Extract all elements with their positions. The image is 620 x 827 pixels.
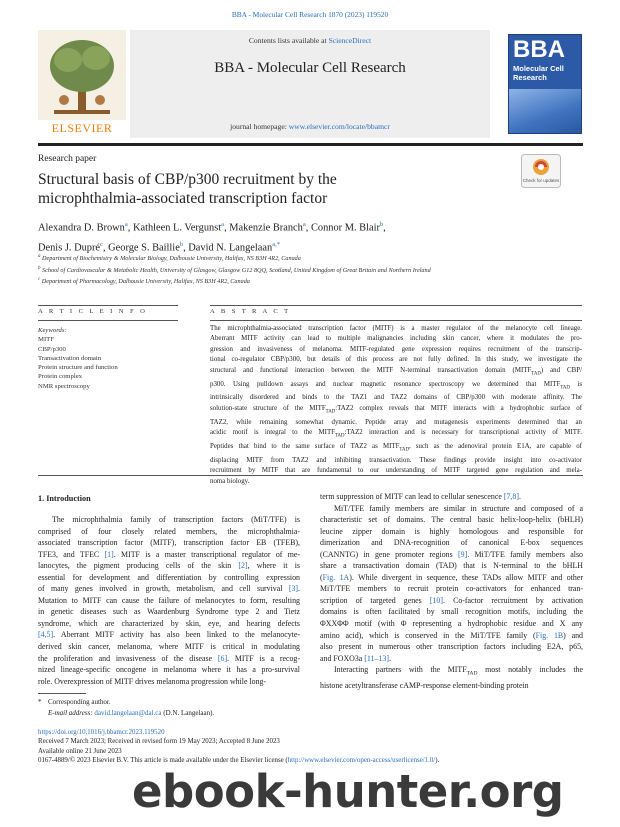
- text-line: comprised of four closely related members, the microphthalmia-: [38, 526, 300, 536]
- text-line: nized lineage-specific oncogene in melanoma where it has a pro-survival: [38, 665, 300, 675]
- author-name: Connor M. Blair: [310, 222, 380, 234]
- text-line: term suppression of MITF can lead to cellular senescence [7,8].: [320, 492, 521, 501]
- text-line: recruitment by MITF that are fundamental to our understanding of MITF targeted gene regulation and mela-: [210, 467, 582, 475]
- text-line: MiT/TFE family members are similar in structure and composed of a: [334, 503, 583, 513]
- license-line: 0167-4889/© 2023 Elsevier B.V. This article is made available under the Elsevier license (http://www.elsevier.com/open-access/userlicense/1.0/).: [38, 757, 440, 765]
- journal-masthead: [38, 30, 583, 140]
- right-column: [320, 491, 583, 692]
- publisher-name: ELSEVIER: [51, 121, 113, 135]
- author-separator: ,: [183, 242, 189, 254]
- email-note: E-mail address: david.langelaan@dal.ca (D.N. Langelaan).: [48, 708, 215, 717]
- author-separator: ,: [127, 222, 133, 234]
- article-info-rule: [38, 320, 178, 321]
- text-line: amino acid), which is conserved in the MiT/TFE family (Fig. 1B) and: [320, 630, 583, 640]
- keyword-item: MITF: [38, 336, 54, 344]
- text-line: the proliferation and invasiveness of the disease [6]. MITF is a recog-: [38, 653, 300, 663]
- title-line: microphthalmia-associated transcription factor: [38, 190, 328, 207]
- text-line: derived skin cancer, melanoma, where MITF is critical in modulating: [38, 642, 300, 652]
- keywords-label: Keywords:: [38, 327, 67, 334]
- check-updates-icon: [521, 154, 561, 188]
- author-affiliation-mark: a: [221, 221, 225, 228]
- text-line: TAZ2, while remaining somewhat dynamic. Peptide array and mutagenesis experiments determined that an: [210, 418, 582, 426]
- keywords-list: [38, 335, 178, 391]
- text-line: intrinsically disordered and binds to the TAZ1 and TAZ2 domains of CBP/p300 with moderate affinity. The: [210, 394, 582, 402]
- text-line: associated transcription factor (MITF), transcription factor EB (TFEB),: [38, 538, 300, 548]
- text-line: TFE3, and TFEC [1]. MITF is a master transcriptional regulator of me-: [38, 549, 301, 559]
- author-affiliation-mark: b: [179, 241, 184, 249]
- affiliation-text: Department of Biochemistry & Molecular Biology, Dalhousie University, Halifax, NS B3H 4R2, Canada: [40, 255, 301, 263]
- abstract-bottom-rule: [38, 475, 583, 476]
- keywords-block: [38, 326, 178, 391]
- cover-subtitle: Molecular Cell Research: [513, 64, 564, 82]
- article-type: Research paper: [38, 154, 97, 164]
- received-dates: Received 7 March 2023; Received in revised form 19 May 2023; Accepted 8 June 2023: [38, 738, 280, 746]
- footnote: [38, 697, 338, 718]
- text-line: [4,5]. Aberrant MITF activity has also been linked to the melanocyte-: [38, 630, 300, 640]
- text-line: dimerization and DNA-recognition of canonical E-box sequences: [320, 538, 583, 548]
- text-line: MiT/TFE members to recruit protein co-activators for enhanced tran-: [320, 584, 583, 594]
- text-line: in genetic diseases such as Waardenburg Syndrome type 2 and Tietz: [38, 607, 300, 617]
- text-line: and FOXO3a [11–13].: [320, 653, 391, 663]
- affiliation-mark: a: [38, 254, 41, 259]
- section-heading-introduction: 1. Introduction: [38, 494, 91, 503]
- text-line: lanocytes, the pigment producing cells of the skin [2], where it is: [38, 561, 300, 571]
- keyword-item: Protein structure and function: [38, 364, 118, 372]
- doi-link[interactable]: https://doi.org/10.1016/j.bbamcr.2023.119520: [38, 729, 165, 736]
- text-line: ΦXXΦΦ motif (with Φ representing a hydrophobic residue and X any: [320, 619, 583, 629]
- elsevier-logo: [38, 30, 126, 140]
- text-line: displacing MITF from TAZ2 and inhibiting transactivation. These findings provide insight into co-activator: [210, 456, 582, 464]
- author-list: [38, 216, 578, 257]
- author-separator: ,: [383, 222, 386, 234]
- author-affiliation-mark: a: [124, 221, 128, 228]
- affiliation-text: Department of Pharmacology, Dalhousie University, Halifax, NS B3H 4R2, Canada: [40, 278, 250, 286]
- text-line: also present in numerous other transcription factors including E2A, p65,: [320, 642, 583, 652]
- text-line: essential for development and differentiation by controlling expression: [38, 572, 300, 582]
- abstract-rule: [210, 305, 582, 306]
- sciencedirect-link[interactable]: ScienceDirect: [328, 36, 372, 45]
- journal-title: BBA - Molecular Cell Research: [214, 60, 406, 76]
- text-line: tional co-regulator CBP/p300, but details of this process are not fully defined. In this study, we investigate the: [210, 356, 582, 364]
- article-title: [38, 170, 468, 208]
- elsevier-tree-icon: [38, 30, 126, 120]
- text-line: role. Overexpression of MITF drives melanoma progression while long-: [38, 676, 267, 686]
- check-for-updates-badge[interactable]: [521, 154, 561, 188]
- running-head: BBA - Molecular Cell Research 1870 (2023) 119520: [231, 10, 389, 19]
- homepage-line: journal homepage: www.elsevier.com/locate/bbamcr: [230, 122, 390, 131]
- homepage-link[interactable]: www.elsevier.com/locate/bbamcr: [288, 122, 390, 131]
- text-line: Interacting partners with the $MITF_{TAD}$ most notably includes the: [334, 665, 583, 677]
- text-line: noma biology.: [210, 477, 250, 485]
- text-line: acidic motif is integral to the $MITF_{TAD}:TAZ2$ interaction and is necessary for transcriptional activity of MITF.: [210, 429, 582, 439]
- text-line: leucine zipper domain is highly homologous and responsible for: [320, 526, 583, 536]
- affiliations: [38, 252, 583, 287]
- cover-graphic: [509, 89, 581, 133]
- text-line: structural and functional interaction between the MITF N-terminal transactivation domain $(MITF_{TAD})$ and CBP/: [210, 366, 582, 377]
- author-name: Alexandra D. Brown: [38, 222, 125, 234]
- corresponding-author-note: * Corresponding author.: [38, 698, 111, 706]
- email-link[interactable]: david.langelaan@dal.ca: [94, 708, 162, 717]
- article-footer: [38, 728, 583, 766]
- title-line: Structural basis of CBP/p300 recruitment by the: [38, 171, 337, 188]
- affiliation-line: [38, 252, 583, 264]
- author-name: Kathleen L. Vergunst: [132, 222, 222, 234]
- text-line: domains is often facilitated by small recognition motifs, including the: [320, 607, 583, 617]
- author-affiliation-mark: b: [379, 221, 384, 228]
- abstract-text: [210, 324, 582, 487]
- keyword-item: Protein complex: [38, 373, 83, 381]
- text-line: share a transactivation domain (TAD) that is N-terminal to the bHLH: [320, 561, 583, 571]
- text-line: Aberrant MITF activity can lead to multiple malignancies including skin cancer, where it modulates the pro-: [210, 335, 582, 343]
- text-line: scription of targeted genes [10]. Co-factor recruitment by activation: [320, 595, 583, 605]
- masthead-rule: [38, 143, 583, 146]
- left-column: [38, 514, 300, 687]
- watermark: ebook-hunter.org: [132, 765, 564, 818]
- author-affiliation-mark: a,*: [272, 241, 280, 249]
- license-link[interactable]: http://www.elsevier.com/open-access/userlicense/1.0/: [287, 757, 436, 765]
- text-line: Mutation to MITF can cause the failure of melanocytes to form, resulting: [38, 595, 300, 605]
- text-line: p300. Using pulldown assays and nuclear magnetic resonance spectroscopy we determined that $MITF_{TAD}$ is: [210, 380, 582, 391]
- keyword-item: NMR spectroscopy: [38, 382, 90, 390]
- author-name: Denis J. Dupré: [38, 242, 101, 254]
- author-name: David N. Langelaan: [188, 242, 273, 254]
- cover-title: BBA: [513, 36, 565, 63]
- article-info-rule: [38, 305, 178, 306]
- article-info-heading: A R T I C L E I N F O: [38, 308, 148, 315]
- text-line: The microphthalmia family of transcription factors (MiT/TFE) is: [52, 515, 300, 524]
- affiliation-mark: c: [38, 277, 41, 283]
- text-line: (CANNTG) in gene promoter regions [9]. MiT/TFE family members also: [320, 549, 583, 559]
- text-line: histone acetyltransferase cAMP-response element-binding protein: [320, 681, 529, 691]
- text-line: Peptides that bind to the same surface of TAZ2 as $MITF_{TAD}$, such as the adenoviral protein E1A, are capable of: [210, 443, 582, 453]
- check-updates-label: Check for updates: [522, 178, 560, 183]
- affiliation-line: [38, 275, 583, 287]
- author-separator: ,: [102, 242, 109, 254]
- author-name: Makenzie Branch: [229, 222, 303, 234]
- text-line: The microphthalmia-associated transcription factor (MITF) is a master regulator of the melanocyte cell lineage.: [210, 325, 582, 332]
- text-line: characteristic set of domains. The central basic helix-loop-helix (bHLH): [320, 515, 583, 525]
- author-separator: ,: [224, 222, 230, 234]
- text-line: syndrome, which are characterized by skin, eye, and hearing defects: [38, 618, 300, 628]
- masthead-center: [130, 30, 490, 138]
- affiliation-text: School of Cardiovascular & Metabolic Health, University of Glasgow, Glasgow G12 8QQ, Scotland, United Kingdom of Great Britain and Northern Ireland: [40, 266, 431, 274]
- online-date: Available online 21 June 2023: [38, 747, 122, 755]
- author-name: George S. Baillie: [108, 242, 180, 254]
- text-line: (Fig. 1A). While divergent in sequence, these TADs allow MITF and other: [320, 572, 583, 582]
- author-separator: ,: [305, 222, 311, 234]
- journal-cover: [508, 34, 582, 134]
- affiliation-line: [38, 264, 583, 276]
- text-line: of many genes involved in growth, metabolism, and cell survival [3].: [38, 584, 300, 594]
- author-affiliation-mark: a: [302, 221, 306, 228]
- author-affiliation-mark: c: [100, 241, 103, 249]
- keyword-item: CBP/p300: [38, 345, 66, 353]
- abstract-rule: [210, 320, 582, 321]
- abstract-heading: A B S T R A C T: [210, 308, 291, 315]
- keyword-item: Transactivation domain: [38, 354, 102, 362]
- text-line: gression and invasiveness of melanoma. MITF-regulated gene expression requires recruitment of the transcrip-: [210, 345, 582, 353]
- affiliation-mark: b: [38, 265, 41, 271]
- text-line: solution-state structure of the $MITF_{TAD}:TAZ2$ complex reveals that MITF interacts with a hydrophobic surface of: [210, 404, 582, 415]
- footnote-rule: [38, 693, 86, 694]
- contents-line: Contents lists available at ScienceDirect: [248, 36, 372, 45]
